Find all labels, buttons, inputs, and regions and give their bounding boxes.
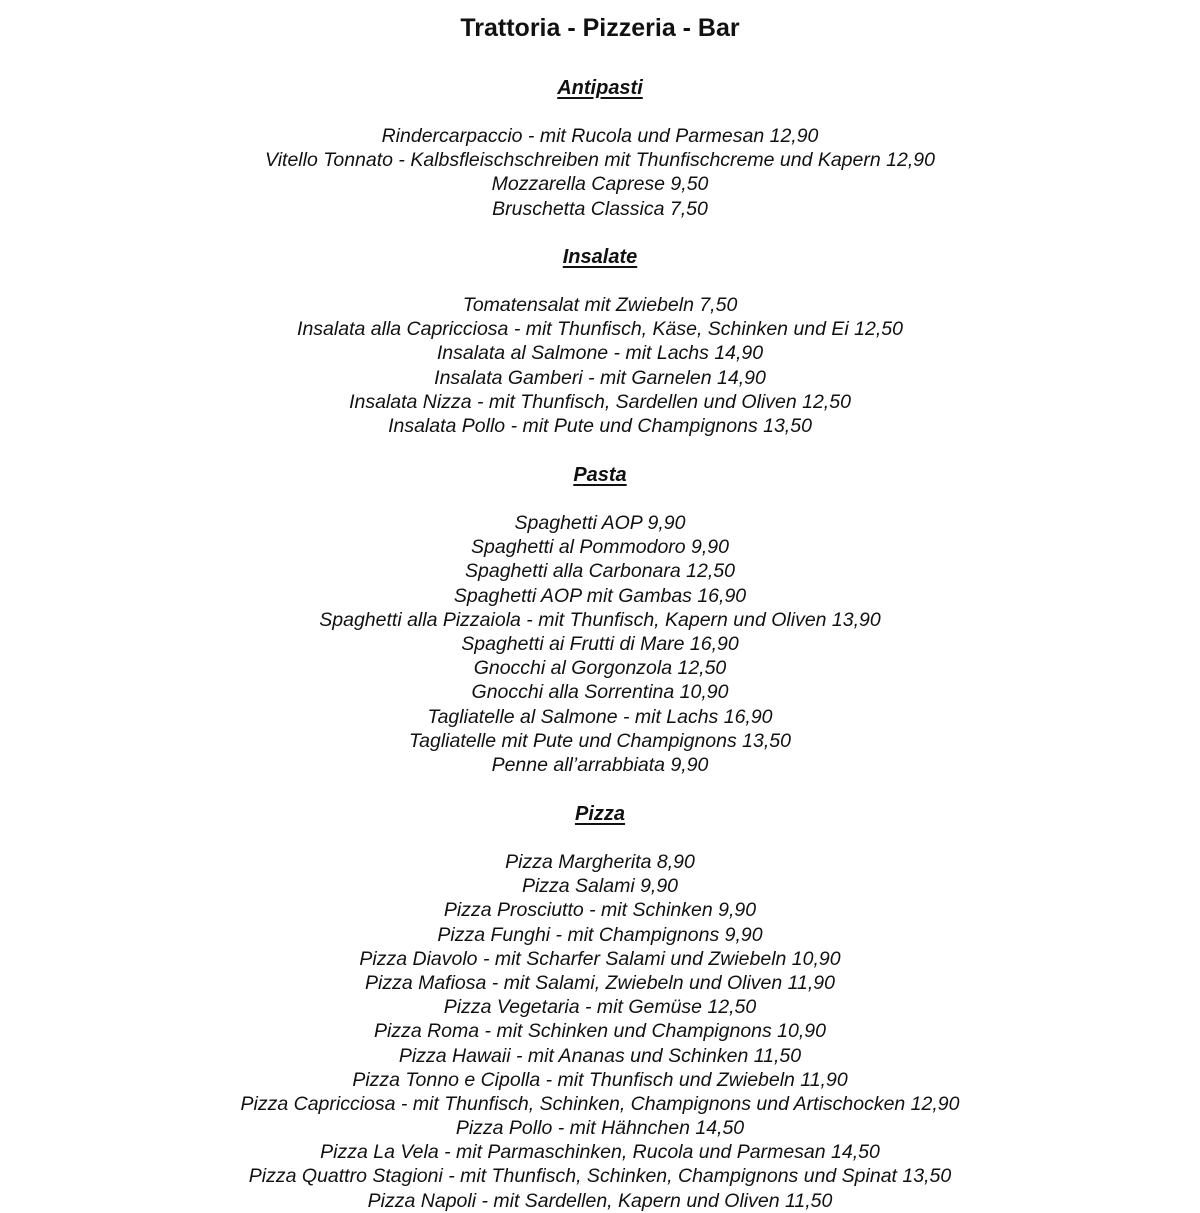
menu-item: Insalata al Salmone - mit Lachs 14,90 (436, 342, 764, 365)
menu-item: Insalata Pollo - mit Pute und Champignons 13,50 (388, 414, 812, 437)
menu-item: Insalata Nizza - mit Thunfisch, Sardellen und Oliven 12,50 (349, 390, 851, 413)
pizza-list (0, 850, 1200, 1213)
menu-item: Pizza Napoli - mit Sardellen, Kapern und Oliven 11,50 (367, 1189, 833, 1212)
section-heading-pasta: Pasta (573, 464, 627, 486)
menu-item: Pizza Tonno e Cipolla - mit Thunfisch und Zwiebeln 11,90 (352, 1068, 848, 1091)
menu-item: Spaghetti alla Carbonara 12,50 (465, 560, 735, 583)
section-heading-antipasti: Antipasti (557, 77, 643, 99)
menu-item: Pizza Capricciosa - mit Thunfisch, Schinken, Champignons und Artischocken 12,90 (240, 1092, 960, 1115)
menu-item: Spaghetti alla Pizzaiola - mit Thunfisch, Kapern und Oliven 13,90 (319, 608, 881, 631)
menu-item: Pizza Mafiosa - mit Salami, Zwiebeln und Oliven 11,90 (364, 971, 835, 994)
menu-item: Pizza Funghi - mit Champignons 9,90 (437, 923, 763, 946)
pasta-list (0, 511, 1200, 777)
menu-item: Mozzarella Caprese 9,50 (491, 173, 709, 196)
menu-item: Vitello Tonnato - Kalbsfleischschreiben mit Thunfischcreme und Kapern 12,90 (265, 149, 935, 172)
menu-item: Pizza Vegetaria - mit Gemüse 12,50 (443, 996, 757, 1019)
insalate-list (0, 293, 1200, 438)
menu-item: Rindercarpaccio - mit Rucola und Parmesan 12,90 (381, 125, 819, 147)
menu-item: Pizza Prosciutto - mit Schinken 9,90 (443, 899, 757, 922)
menu-item: Spaghetti al Pommodoro 9,90 (471, 536, 729, 559)
menu-title: Trattoria - Pizzeria - Bar (460, 14, 740, 42)
menu-item: Spaghetti AOP mit Gambas 16,90 (453, 584, 747, 607)
menu-item: Gnocchi alla Sorrentina 10,90 (471, 681, 729, 704)
menu-item: Insalata Gamberi - mit Garnelen 14,90 (434, 366, 766, 389)
menu-item: Gnocchi al Gorgonzola 12,50 (473, 657, 727, 680)
menu-item: Insalata alla Capricciosa - mit Thunfisch, Käse, Schinken und Ei 12,50 (297, 318, 903, 341)
menu-item: Pizza Hawaii - mit Ananas und Schinken 11,50 (398, 1044, 802, 1067)
menu-item: Bruschetta Classica 7,50 (492, 197, 708, 220)
section-heading-insalate: Insalate (562, 246, 638, 268)
section-heading-pizza: Pizza (574, 803, 626, 825)
antipasti-list (0, 124, 1200, 221)
menu-item: Tomatensalat mit Zwiebeln 7,50 (462, 294, 738, 316)
menu-item: Pizza La Vela - mit Parmaschinken, Rucola und Parmesan 14,50 (320, 1141, 880, 1164)
menu-item: Pizza Diavolo - mit Scharfer Salami und Zwiebeln 10,90 (359, 947, 841, 970)
menu-item: Pizza Margherita 8,90 (505, 851, 695, 873)
menu-item: Spaghetti ai Frutti di Mare 16,90 (461, 632, 739, 655)
menu-item: Pizza Quattro Stagioni - mit Thunfisch, Schinken, Champignons und Spinat 13,50 (248, 1165, 952, 1188)
menu-item: Pizza Pollo - mit Hähnchen 14,50 (455, 1117, 745, 1140)
menu-item: Pizza Salami 9,90 (521, 875, 679, 898)
menu-item: Pizza Roma - mit Schinken und Champignons 10,90 (374, 1020, 826, 1043)
menu-item: Tagliatelle al Salmone - mit Lachs 16,90 (427, 705, 773, 728)
menu-item: Penne all’arrabbiata 9,90 (491, 753, 709, 776)
menu-item: Tagliatelle mit Pute und Champignons 13,50 (409, 729, 791, 752)
menu-item: Spaghetti AOP 9,90 (514, 512, 686, 534)
